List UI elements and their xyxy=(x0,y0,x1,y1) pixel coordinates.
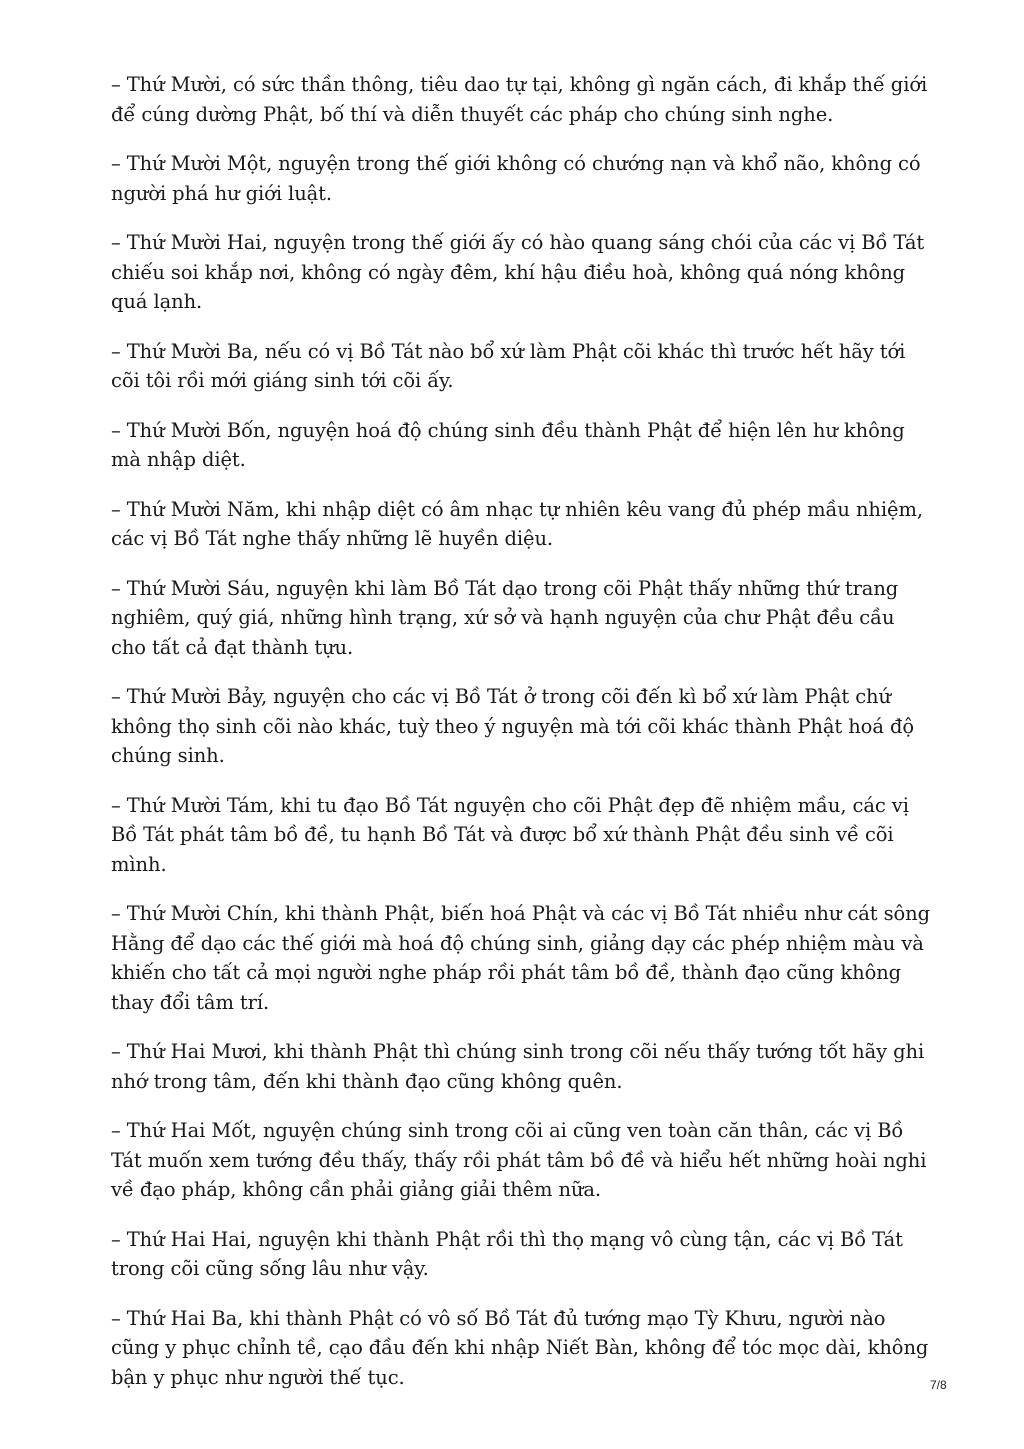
paragraph-vow-17: – Thứ Mười Bảy, nguyện cho các vị Bồ Tát ở trong cõi đến kì bổ xứ làm Phật chứ không thọ sinh cõi nào khác, tuỳ theo ý nguyện mà tới cõi khác thành Phật hoá độ chúng sinh. xyxy=(111,685,914,767)
paragraph-vow-10: – Thứ Mười, có sức thần thông, tiêu dao tự tại, không gì ngăn cách, đi khắp thế giới để cúng dường Phật, bố thí và diễn thuyết các pháp cho chúng sinh nghe. xyxy=(111,73,928,126)
paragraph-vow-21: – Thứ Hai Mốt, nguyện chúng sinh trong cõi ai cũng ven toàn căn thân, các vị Bồ Tát muốn xem tướng đều thấy, thấy rồi phát tâm bồ đề và hiểu hết những hoài nghi về đạo pháp, không cần phải giảng giải thêm nữa. xyxy=(111,1119,927,1201)
paragraph-vow-15: – Thứ Mười Năm, khi nhập diệt có âm nhạc tự nhiên kêu vang đủ phép mầu nhiệm, các vị Bồ Tát nghe thấy những lẽ huyền diệu. xyxy=(111,497,923,550)
paragraph-vow-13: – Thứ Mười Ba, nếu có vị Bồ Tát nào bổ xứ làm Phật cõi khác thì trước hết hãy tới cõi tôi rồi mới giáng sinh tới cõi ấy. xyxy=(111,339,906,392)
paragraph-vow-14: – Thứ Mười Bốn, nguyện hoá độ chúng sinh đều thành Phật để hiện lên hư không mà nhập diệt. xyxy=(111,418,905,471)
paragraph-vow-18: – Thứ Mười Tám, khi tu đạo Bồ Tát nguyện cho cõi Phật đẹp đẽ nhiệm mầu, các vị Bồ Tát phát tâm bồ đề, tu hạnh Bồ Tát và được bổ xứ thành Phật đều sinh về cõi mình. xyxy=(111,793,909,876)
paragraph-vow-11: – Thứ Mười Một, nguyện trong thế giới không có chướng nạn và khổ não, không có người phá hư giới luật. xyxy=(111,152,921,205)
paragraph-vow-20: – Thứ Hai Mươi, khi thành Phật thì chúng sinh trong cõi nếu thấy tướng tốt hãy ghi nhớ trong tâm, đến khi thành đạo cũng không quên. xyxy=(111,1040,925,1093)
paragraph-vow-12: – Thứ Mười Hai, nguyện trong thế giới ấy có hào quang sáng chói của các vị Bồ Tát chiếu soi khắp nơi, không có ngày đêm, khí hậu điều hoà, không quá nóng không quá lạnh. xyxy=(111,231,925,313)
document-body xyxy=(111,70,931,1412)
paragraph-vow-22: – Thứ Hai Hai, nguyện khi thành Phật rồi thì thọ mạng vô cùng tận, các vị Bồ Tát trong cõi cũng sống lâu như vậy. xyxy=(111,1227,903,1280)
paragraph-vow-19: – Thứ Mười Chín, khi thành Phật, biến hoá Phật và các vị Bồ Tát nhiều như cát sông Hằng để dạo các thế giới mà hoá độ chúng sinh, giảng dạy các phép nhiệm màu và khiến cho tất cả mọi người nghe pháp rồi phát tâm bồ đề, thành đạo cũng không thay đổi tâm trí. xyxy=(111,902,930,1014)
paragraph-vow-23: – Thứ Hai Ba, khi thành Phật có vô số Bồ Tát đủ tướng mạo Tỳ Khưu, người nào cũng y phục chỉnh tề, cạo đầu đến khi nhập Niết Bàn, không để tóc mọc dài, không bận y phục như người thế tục. xyxy=(111,1306,929,1389)
paragraph-vow-16: – Thứ Mười Sáu, nguyện khi làm Bồ Tát dạo trong cõi Phật thấy những thứ trang nghiêm, quý giá, những hình trạng, xứ sở và hạnh nguyện của chư Phật đều cầu cho tất cả đạt thành tựu. xyxy=(111,576,899,659)
page-number: 7/8 xyxy=(930,1378,947,1392)
